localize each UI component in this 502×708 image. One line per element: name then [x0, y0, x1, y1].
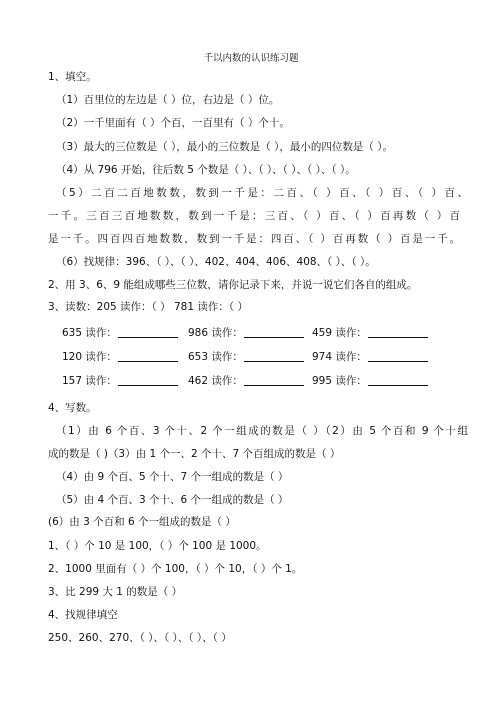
write-5: （5）由 4 个百、3 个十、6 个一组成的数是（ ）	[56, 494, 289, 506]
answer-blank[interactable]	[368, 373, 428, 386]
task-2: 2、1000 里面有（ ）个 100，（ ）个 10，（ ）个 1。	[48, 563, 303, 575]
write-1-line-1: （1）由 6 个百、3 个十、2 个一组成的数是（ ）（2）由 5 个百和 9 个十组	[56, 425, 468, 437]
reading-item: 974 读作：	[312, 349, 428, 364]
task-4-heading: 4、找规律填空	[48, 609, 118, 621]
reading-item: 459 读作：	[312, 325, 428, 340]
answer-blank[interactable]	[368, 325, 428, 338]
reading-item: 986 读作：	[188, 325, 304, 340]
answer-blank[interactable]	[244, 325, 304, 338]
reading-row-1	[62, 325, 442, 341]
reading-item: 635 读作：	[62, 325, 178, 340]
reading-row-3	[62, 373, 442, 389]
reading-row-2	[62, 349, 442, 365]
task-4-sequence: 250、260、270、（ ）、（ ）、（ ）、（ ）	[48, 632, 232, 644]
question-1-4: （4）从 796 开始，往后数 5 个数是（ ）、（ ）、（ ）、（ ）、（ ）。	[56, 164, 356, 176]
answer-blank[interactable]	[118, 325, 178, 338]
reading-item: 157 读作：	[62, 373, 178, 388]
reading-item: 120 读作：	[62, 349, 178, 364]
question-1-6: （6）找规律：396、（ ）、（ ）、402、404、406、408、（ ）、（ ）。	[56, 256, 376, 268]
answer-blank[interactable]	[368, 349, 428, 362]
section-2-text: 2、用 3、6、9 能组成哪些三位数，请你记录下来，并说一说它们各自的组成。	[48, 279, 418, 291]
write-4: （4）由 9 个百、5 个十、7 个一组成的数是（ ）	[56, 471, 289, 483]
question-1-3: （3）最大的三位数是（ ），最小的三位数是（ ），最小的四位数是（ ）。	[56, 141, 393, 153]
answer-blank[interactable]	[118, 373, 178, 386]
answer-blank[interactable]	[118, 349, 178, 362]
question-1-1: （1）百里位的左边是（ ）位，右边是（ ）位。	[56, 94, 280, 106]
task-1: 1、（ ）个 10 是 100，（ ）个 100 是 1000。	[48, 540, 267, 552]
reading-item: 995 读作：	[312, 373, 428, 388]
answer-blank[interactable]	[244, 349, 304, 362]
section-1-heading: 1、填空。	[48, 71, 97, 83]
task-3: 3、比 299 大 1 的数是（ ）	[48, 586, 183, 598]
reading-item: 653 读作：	[188, 349, 304, 364]
question-1-2: （2）一千里面有（ ）个百，一百里有（ ）个十。	[56, 117, 290, 129]
write-6: (6）由 3 个百和 6 个一组成的数是（ ）	[48, 516, 236, 528]
section-4-heading: 4、写数。	[48, 402, 97, 414]
reading-item: 462 读作：	[188, 373, 304, 388]
question-1-5-line-1: （5）二百二百地数数，数到一千是：二百、（ ）百、（ ）百、（ ）百、	[56, 187, 468, 199]
question-1-5-line-2: 一千。三百三百地数数，数到一千是：三百、（ ）百、（ ）百再数（ ）百	[48, 210, 460, 222]
section-3-line: 3、读数：205 读作：（ ） 781 读作：（ ）	[48, 301, 248, 313]
page-title: 千以内数的认识练习题	[203, 53, 299, 64]
question-1-5-line-3: 是一千。四百四百地数数，数到一千是：四百、（ ）百再数（ ）百是一千。	[48, 233, 460, 245]
write-1-line-2: 成的数是（ )（3）由 1 个一、2 个十、7 个百组成的数是（ ）	[48, 448, 341, 460]
answer-blank[interactable]	[244, 373, 304, 386]
